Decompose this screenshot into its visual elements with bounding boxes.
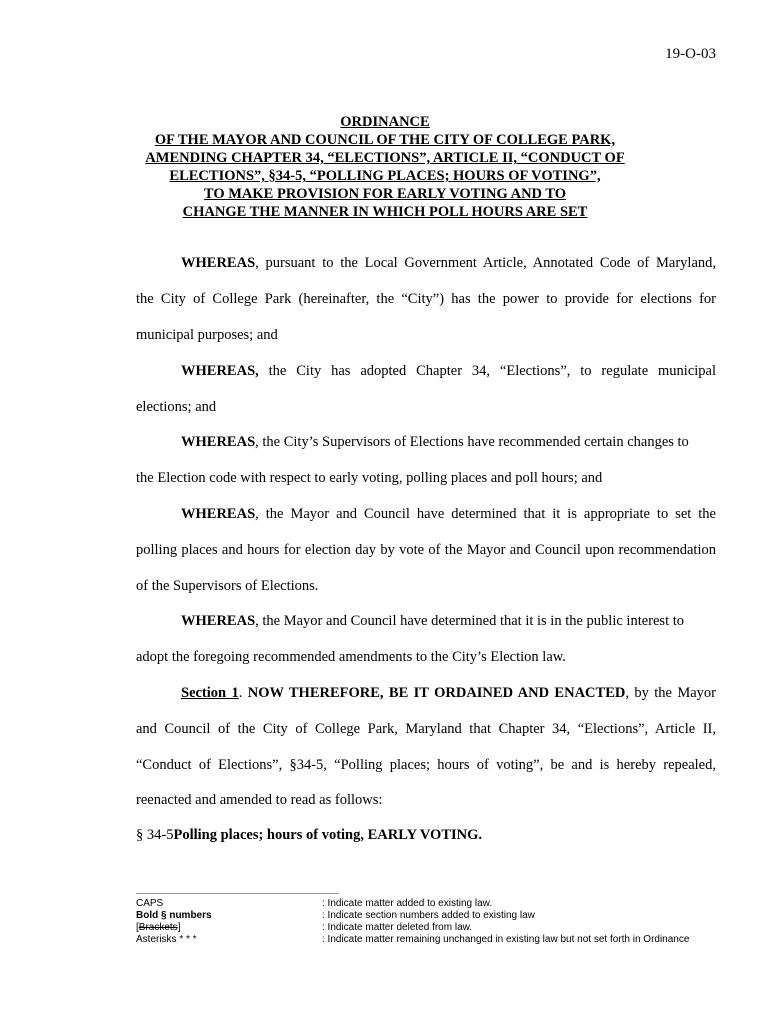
section-1-line-2: and Council of the City of College Park, Maryland that Chapter 34, “Elections”, Article II, [136, 721, 716, 737]
whereas-1-line-2: the City of College Park (hereinafter, the “City”) has the power to provide for elections for [136, 291, 716, 307]
whereas-label: WHEREAS [181, 613, 256, 629]
whereas-label: WHEREAS [181, 434, 256, 450]
whereas-4-line-2: polling places and hours for election day by vote of the Mayor and Council upon recommendation [136, 542, 716, 558]
title-line: CHANGE THE MANNER IN WHICH POLL HOURS ARE SET [182, 204, 588, 220]
legend-term: Asterisks * * * [136, 934, 197, 945]
whereas-text: , the City’s Supervisors of Elections have recommended certain changes to [255, 434, 689, 450]
whereas-4-line-3: of the Supervisors of Elections. [136, 578, 319, 594]
whereas-text: , the Mayor and Council have determined that it is appropriate to set the [255, 506, 716, 522]
whereas-label: WHEREAS [181, 506, 256, 522]
whereas-label: WHEREAS [181, 255, 256, 271]
whereas-3-line-1 [181, 434, 716, 451]
whereas-2-line-2: elections; and [136, 399, 217, 415]
footnote-divider [136, 893, 339, 894]
legend-desc: : Indicate matter deleted from law. [322, 922, 473, 933]
whereas-text: , the Mayor and Council have determined that it is in the public interest to [255, 613, 684, 629]
section-1-line-3: “Conduct of Elections”, §34-5, “Polling places; hours of voting”, be and is hereby repealed, [136, 757, 716, 773]
section-label: Section 1 [181, 685, 239, 701]
section-1-line-1 [181, 685, 716, 702]
legend-desc: : Indicate matter added to existing law. [322, 898, 493, 909]
section-number: § 34-5 [136, 827, 174, 843]
legend-term: [Brackets] [136, 922, 181, 933]
whereas-2-line-1 [181, 363, 716, 380]
title-line: OF THE MAYOR AND COUNCIL OF THE CITY OF COLLEGE PARK, [154, 132, 616, 148]
section-text: , by the Mayor [625, 685, 716, 701]
whereas-3-line-2: the Election code with respect to early voting, polling places and poll hours; and [136, 470, 603, 486]
enactment-clause: NOW THEREFORE, BE IT ORDAINED AND ENACTED [247, 685, 626, 701]
whereas-label: WHEREAS, [181, 363, 259, 379]
title-line: TO MAKE PROVISION FOR EARLY VOTING AND TO [203, 186, 567, 202]
whereas-1-line-1 [181, 255, 716, 272]
whereas-text: the City has adopted Chapter 34, “Elections”, to regulate municipal [258, 363, 716, 379]
section-1-line-4: reenacted and amended to read as follows: [136, 792, 383, 808]
legend-desc: : Indicate section numbers added to existing law [322, 910, 535, 921]
whereas-4-line-1 [181, 506, 716, 523]
whereas-5-line-2: adopt the foregoing recommended amendments to the City’s Election law. [136, 649, 566, 665]
whereas-1-line-3: municipal purposes; and [136, 327, 278, 343]
section-heading [136, 827, 716, 844]
legend-term-struck: Brackets [138, 922, 178, 933]
whereas-5-line-1 [181, 613, 716, 630]
legend-term: Bold § numbers [136, 910, 212, 921]
title-line: ELECTIONS”, §34-5, “POLLING PLACES; HOURS OF VOTING”, [169, 168, 601, 184]
ordinance-number: 19-O-03 [665, 46, 716, 62]
legend-term: CAPS [136, 898, 164, 909]
section-heading-title: Polling places; hours of voting, EARLY VOTING. [173, 827, 483, 843]
whereas-text: , pursuant to the Local Government Article, Annotated Code of Maryland, [255, 255, 716, 271]
section-separator: . [238, 685, 248, 701]
ordinance-title [0, 113, 770, 221]
legend-desc: : Indicate matter remaining unchanged in existing law but not set forth in Ordinance [322, 934, 690, 945]
title-line: AMENDING CHAPTER 34, “ELECTIONS”, ARTICLE II, “CONDUCT OF [145, 150, 625, 166]
title-line: ORDINANCE [340, 114, 430, 130]
